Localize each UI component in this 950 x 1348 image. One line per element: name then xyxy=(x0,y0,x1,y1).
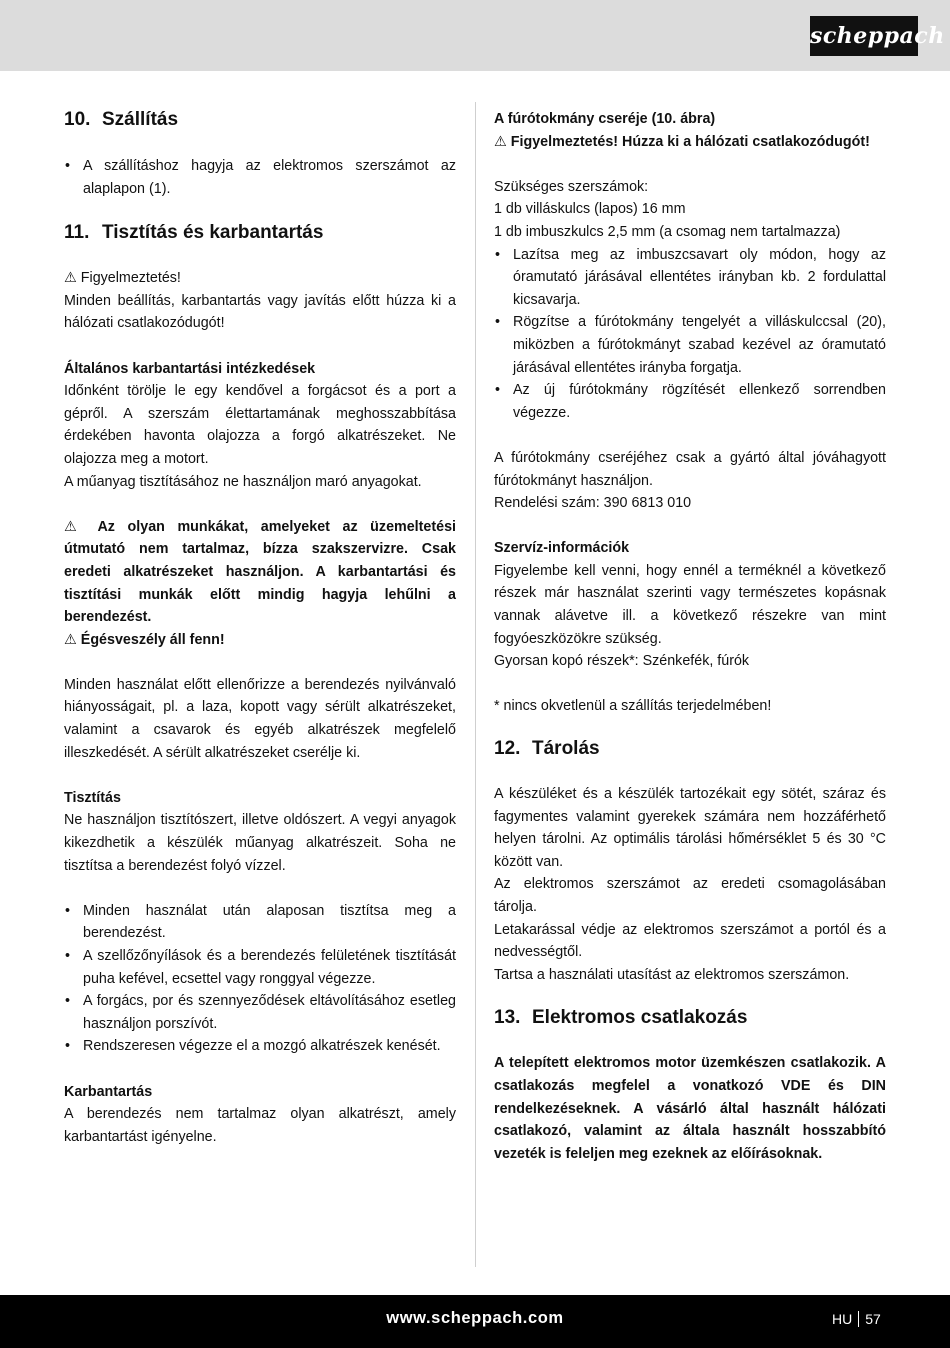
section-title: Tisztítás és karbantartás xyxy=(102,222,324,244)
brand-logo: scheppach xyxy=(810,16,918,56)
paragraph: A készüléket és a készülék tartozékait egy sötét, száraz és fagymentes valamint gyerekek számára nem hozzáférhető helyen tárolni. Az optimális tárolási hőmérséklet 5 és 30 °C között van. xyxy=(494,786,886,870)
page-footer xyxy=(0,1295,950,1348)
subheading: Tisztítás xyxy=(64,789,121,806)
list-item: • A szellőzőnyílások és a berendezés felületének tisztítását puha kefével, ecsettel vagy ronggyal végezze. xyxy=(64,945,456,990)
list-item: • Rendszeresen végezze el a mozgó alkatrészek kenését. xyxy=(64,1035,456,1058)
paragraph: Az elektromos szerszámot az eredeti csomagolásában tárolja. xyxy=(494,876,886,915)
section-number: 11. xyxy=(64,222,90,244)
paragraph: Tartsa a használati utasítást az elektromos szerszámon. xyxy=(494,966,850,983)
section-number: 12. xyxy=(494,738,521,760)
maintenance-block xyxy=(64,1081,456,1149)
list-item: • Minden használat után alaposan tisztítsa meg a berendezést. xyxy=(64,900,456,945)
list-item: • Rögzítse a fúrótokmány tengelyét a villáskulccsal (20), miközben a fúrótokmányt szabad kezével az óramutató járásával ellentétes irányba forgatja. xyxy=(494,311,886,379)
section-title: Szállítás xyxy=(102,109,179,130)
chuck-note-block xyxy=(494,447,886,515)
warning-text: ⚠ Az olyan munkákat, amelyeket az üzemeltetési útmutató nem tartalmaz, bízza szakszervizre. Csak eredeti alkatrészeket használjon. A karbantartási és tisztítási munkák előtt mindig hagyja lehűlni a berendezést. xyxy=(64,518,456,626)
list-item: • A forgács, por és szennyeződések eltávolításához esetleg használjon porszívót. xyxy=(64,990,456,1035)
paragraph: Figyelembe kell venni, hogy ennél a terméknél a következő részek már használat szerinti vagy természetes kopásnak vannak alávetve ill. a következő részekre van mint fogyóeszközökre szükség. xyxy=(494,562,886,647)
list-item: • A szállításhoz hagyja az elektromos szerszámot az alaplapon (1). xyxy=(64,155,456,200)
general-maintenance-block xyxy=(64,358,456,494)
paragraph: Ne használjon tisztítószert, illetve oldószert. A vegyi anyagok kikezdhetik a készülék műanyag alkatrészeit. Soha ne tisztítsa a berendezést folyó vízzel. xyxy=(64,812,456,874)
chuck-steps-list xyxy=(494,244,886,425)
storage-block xyxy=(494,783,886,986)
warning-text: ⚠ Figyelmeztetés! Húzza ki a hálózati csatlakozódugót! xyxy=(494,133,870,150)
wear-parts: Gyorsan kopó részek*: Szénkefék, fúrók xyxy=(494,653,750,670)
burn-warning: ⚠ Égésveszély áll fenn! xyxy=(64,631,225,648)
order-number: Rendelési szám: 390 6813 010 xyxy=(494,495,692,512)
section-title: Elektromos csatlakozás xyxy=(532,1007,748,1029)
right-column xyxy=(494,108,886,1165)
cleaning-list xyxy=(64,900,456,1058)
tools-block xyxy=(494,176,886,425)
paragraph: A berendezés nem tartalmaz olyan alkatrészt, amely karbantartást igényelne. xyxy=(64,1106,456,1145)
section-10-heading xyxy=(64,108,456,132)
inspection-paragraph: Minden használat előtt ellenőrizze a berendezés nyilvánvaló hiányosságait, pl. a laza, kopott vagy sérült alkatrészeket, valamint a csavarok és egyéb alkatrészek megfelelő illeszkedését. A sérült alkatrészeket cserélje ki. xyxy=(64,676,456,761)
warning-title: ⚠ Figyelmeztetés! xyxy=(64,270,181,287)
footnote: * nincs okvetlenül a szállítás terjedelmében! xyxy=(494,698,772,715)
list-item: • Az új fúrótokmány rögzítését ellenkező sorrendben végezze. xyxy=(494,379,886,424)
chuck-heading-block xyxy=(494,108,886,153)
section-title: Tárolás xyxy=(532,738,600,760)
section-12-heading xyxy=(494,737,886,761)
paragraph: A műanyag tisztításához ne használjon maró anyagokat. xyxy=(64,473,422,490)
subheading: Szervíz-információk xyxy=(494,540,630,557)
list-item: • Lazítsa meg az imbuszcsavart oly módon, hogy az óramutató járásával ellentétes irányban kb. 2 fordulattal kicsavarja. xyxy=(494,244,886,312)
electrical-paragraph: A telepített elektromos motor üzemkészen csatlakozik. A csatlakozás megfelel a vonatkozó VDE és DIN rendelkezéseknek. A vásárló által használt hálózati csatlakozó, valamint az általa használt hosszabbító vezeték is feleljen meg ezeknek az előírásoknak. xyxy=(494,1055,886,1162)
website-url: www.scheppach.com xyxy=(386,1309,564,1327)
section-11-heading xyxy=(64,221,456,245)
language-code: HU xyxy=(832,1311,853,1327)
cleaning-block xyxy=(64,787,456,877)
service-info-block xyxy=(494,537,886,673)
column-divider xyxy=(475,102,476,1267)
service-warning-block xyxy=(64,516,456,652)
subheading: A fúrótokmány cseréje (10. ábra) xyxy=(494,111,716,127)
transport-list xyxy=(64,155,456,200)
warning-text: Minden beállítás, karbantartás vagy javítás előtt húzza ki a hálózati csatlakozódugót! xyxy=(64,292,456,332)
warning-block xyxy=(64,267,456,335)
tool-item: 1 db imbuszkulcs 2,5 mm (a csomag nem tartalmazza) xyxy=(494,223,841,240)
paragraph: Időnként törölje le egy kendővel a forgácsot és a port a gépről. A szerszám élettartamának meghosszabbítása érdekében havonta olajozza a forgó alkatrészeket. Ne olajozza meg a motort. xyxy=(64,383,456,467)
subheading: Általános karbantartási intézkedések xyxy=(64,360,316,377)
page-header xyxy=(0,0,950,71)
paragraph: Letakarással védje az elektromos szerszámot a portól és a nedvességtől. xyxy=(494,921,886,961)
page-number xyxy=(832,1311,881,1327)
tools-title: Szükséges szerszámok: xyxy=(494,178,649,195)
section-number: 10. xyxy=(64,109,91,130)
separator xyxy=(858,1311,859,1327)
section-number: 13. xyxy=(494,1007,521,1029)
subheading: Karbantartás xyxy=(64,1083,153,1100)
page-num: 57 xyxy=(865,1311,881,1327)
tool-item: 1 db villáskulcs (lapos) 16 mm xyxy=(494,201,686,218)
section-13-heading xyxy=(494,1006,886,1030)
left-column xyxy=(64,108,456,1148)
paragraph: A fúrótokmány cseréjéhez csak a gyártó által jóváhagyott fúrótokmányt használjon. xyxy=(494,449,886,489)
